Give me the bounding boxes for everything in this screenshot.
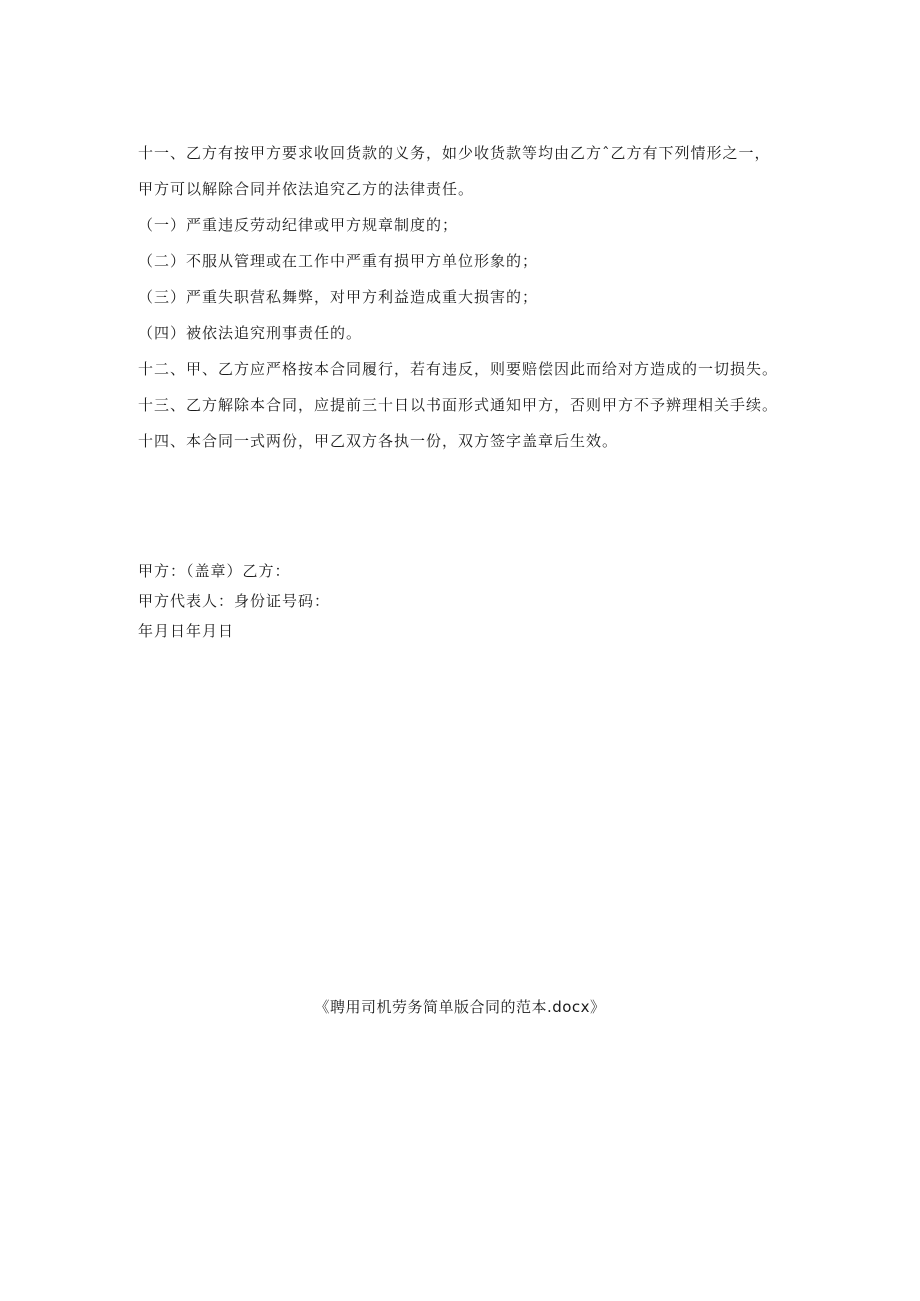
document-title-footer: 《聘用司机劳务简单版合同的范本.docx》 [314,998,606,1016]
representative-line: 甲方代表人：身份证号码： [138,592,331,610]
item-four: （四）被依法追究刑事责任的。 [138,324,363,342]
clause-thirteen: 十三、乙方解除本合同，应提前三十日以书面形式通知甲方，否则甲方不予辨理相关手续。 [138,396,779,414]
contract-body [138,135,778,459]
item-two: （二）不服从管理或在工作中严重有损甲方单位形象的； [138,252,539,270]
signature-block [138,556,778,646]
clause-eleven: 十一、乙方有按甲方要求收回货款的义务，如少收货款等均由乙方ˆ乙方有下列情形之一，甲方可以解除合同并依法追究乙方的法律责任。 [138,144,771,198]
clause-fourteen: 十四、本合同一式两份，甲乙双方各执一份，双方签字盖章后生效。 [138,432,619,450]
clause-twelve: 十二、甲、乙方应严格按本合同履行，若有违反，则要赔偿因此而给对方造成的一切损失。 [138,360,779,378]
party-stamp-line: 甲方：（盖章）乙方： [138,562,291,580]
item-three: （三）严重失职营私舞弊，对甲方利益造成重大损害的； [138,288,539,306]
item-one: （一）严重违反劳动纪律或甲方规章制度的； [138,216,459,234]
date-line: 年月日年月日 [138,622,235,640]
